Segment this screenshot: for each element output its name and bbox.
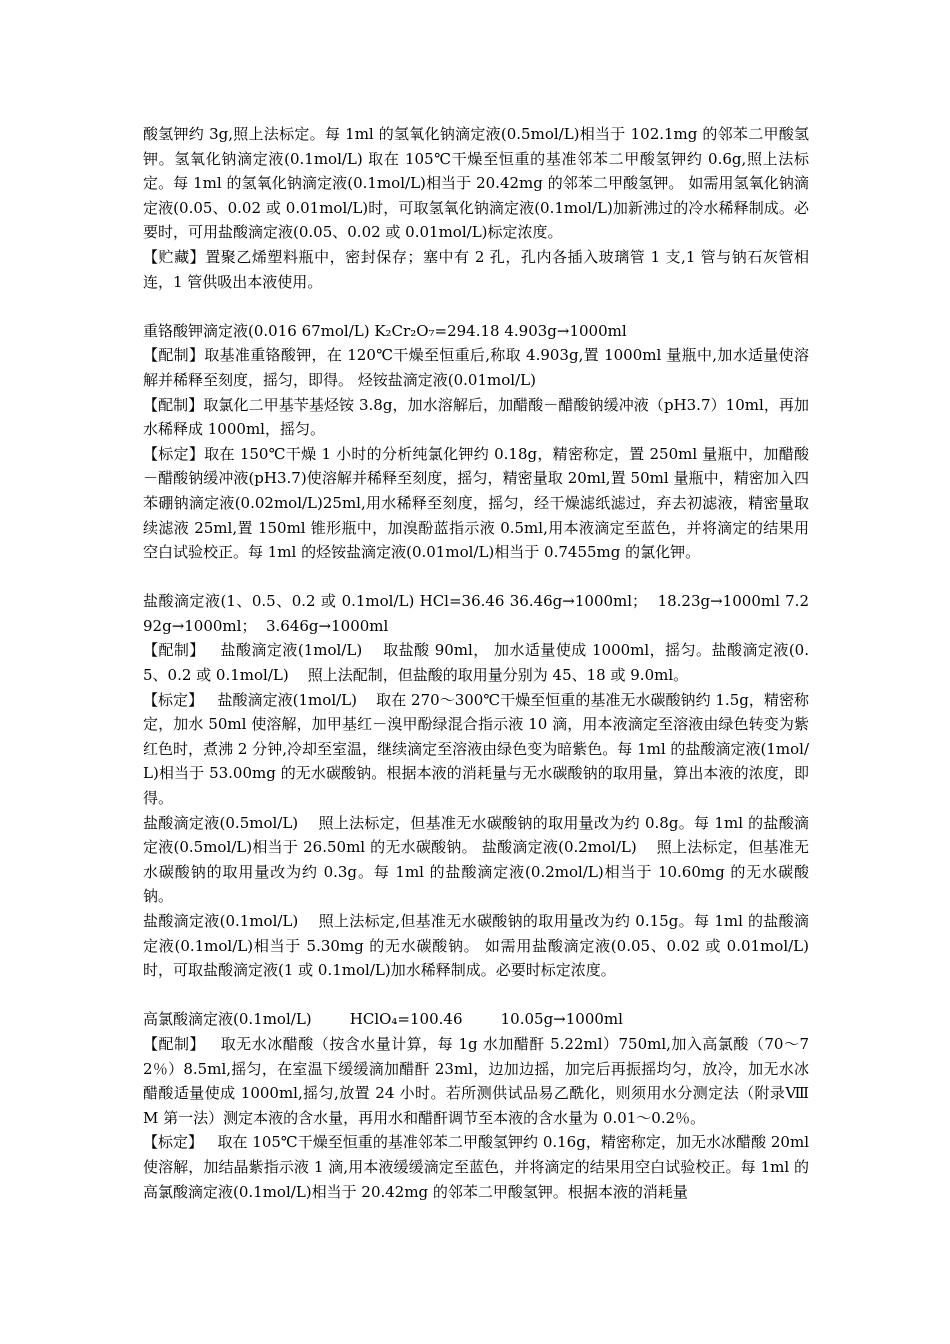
blank-line xyxy=(143,983,809,1008)
heading-hydrochloric-acid: 盐酸滴定液(1、0.5、0.2 或 0.1mol/L) HCl=36.46 36.46g→1000ml； 18.23g→1000ml 7.292g→1000ml； 3.646g→1000ml xyxy=(143,592,809,635)
paragraph-hcl-standardization-1: 【标定】 盐酸滴定液(1mol/L) 取在 270～300℃干燥至恒重的基准无水碳酸钠约 1.5g，精密称定，加水 50ml 使溶解，加甲基红－溴甲酚绿混合指示液 10 滴，用本液滴定至溶液由绿色转变为紫红色时，煮沸 2 分钟,冷却至室温，继续滴定至溶液由绿色变为暗紫色。每 1ml 的盐酸滴定液(1mol/L)相当于 53.00mg 的无水碳酸钠。根据本液的消耗量与无水碳酸钠的取用量，算出本液的浓度，即得。 xyxy=(143,690,809,808)
blank-line xyxy=(143,294,809,319)
paragraph-naoh-storage: 【贮藏】置聚乙烯塑料瓶中，密封保存；塞中有 2 孔，孔内各插入玻璃管 1 支,1 管与钠石灰管相连，1 管供吸出本液使用。 xyxy=(143,247,809,291)
paragraph-perchloric-preparation: 【配制】 取无水冰醋酸（按含水量计算，每 1g 水加醋酐 5.22ml）750ml,加入高氯酸（70～72％）8.5ml,摇匀，在室温下缓缓滴加醋酐 23ml，边加边摇，加完后再振摇均匀，放冷，加无水冰醋酸适量使成 1000ml,摇匀,放置 24 小时。若所测供试品易乙酰化，则须用水分测定法（附录Ⅷ M 第一法）测定本液的含水量，再用水和醋酐调节至本液的含水量为 0.01～0.2％。 xyxy=(143,1034,814,1127)
paragraph-ammonium-standardization: 【标定】取在 150℃干燥 1 小时的分析纯氯化钾约 0.18g，精密称定，置 250ml 量瓶中，加醋酸－醋酸钠缓冲液(pH3.7)使溶解并稀释至刻度，摇匀，精密量取 20ml,置 50ml 量瓶中，精密加入四苯硼钠滴定液(0.02mol/L)25ml,用水稀释至刻度，摇匀，经干燥滤纸滤过，弃去初滤液，精密量取续滤液 25ml,置 150ml 锥形瓶中，加溴酚蓝指示液 0.5ml,用本液滴定至蓝色，并将滴定的结果用空白试验校正。每 1ml 的烃铵盐滴定液(0.01mol/L)相当于 0.7455mg 的氯化钾。 xyxy=(143,444,809,562)
paragraph-hcl-standardization-05-02: 盐酸滴定液(0.5mol/L) 照上法标定，但基准无水碳酸钠的取用量改为约 0.8g。每 1ml 的盐酸滴定液(0.5mol/L)相当于 26.50ml 的无水碳酸钠。 盐酸滴定液(0.2mol/L) 照上法标定，但基准无水碳酸钠的取用量改为约 0.3g。每 1ml 的盐酸滴定液(0.2mol/L)相当于 10.60mg 的无水碳酸钠。 xyxy=(143,813,809,906)
paragraph-ammonium-preparation: 【配制】取氯化二甲基苄基烃铵 3.8g，加水溶解后，加醋酸－醋酸钠缓冲液（pH3.7）10ml，再加水稀释成 1000ml，摇匀。 xyxy=(143,395,809,439)
paragraph-naoh-standardization: 酸氢钾约 3g,照上法标定。每 1ml 的氢氧化钠滴定液(0.5mol/L)相当于 102.1mg 的邻苯二甲酸氢钾。氢氧化钠滴定液(0.1mol/L) 取在 105℃干燥至恒重的基准邻苯二甲酸氢钾约 0.6g,照上法标定。每 1ml 的氢氧化钠滴定液(0.1mol/L)相当于 20.42mg 的邻苯二甲酸氢钾。 如需用氢氧化钠滴定液(0.05、0.02 或 0.01mol/L)时，可取氢氧化钠滴定液(0.1mol/L)加新沸过的冷水稀释制成。必要时，可用盐酸滴定液(0.05、0.02 或 0.01mol/L)标定浓度。 xyxy=(143,125,809,242)
heading-perchloric-acid: 高氯酸滴定液(0.1mol/L) HClO₄=100.46 10.05g→1000ml xyxy=(143,1010,623,1029)
paragraph-hcl-preparation: 【配制】 盐酸滴定液(1mol/L) 取盐酸 90ml， 加水适量使成 1000ml，摇匀。盐酸滴定液(0.5、0.2 或 0.1mol/L) 照上法配制，但盐酸的取用量分别为 45、18 或 9.0ml。 xyxy=(143,641,809,685)
document-page xyxy=(143,122,814,1204)
blank-line xyxy=(143,565,809,590)
paragraph-hcl-standardization-01: 盐酸滴定液(0.1mol/L) 照上法标定,但基准无水碳酸钠的取用量改为约 0.15g。每 1ml 的盐酸滴定液(0.1mol/L)相当于 5.30mg 的无水碳酸钠。 如需用盐酸滴定液(0.05、0.02 或 0.01mol/L)时，可取盐酸滴定液(1 或 0.1mol/L)加水稀释制成。必要时标定浓度。 xyxy=(143,912,809,980)
paragraph-dichromate-preparation: 【配制】取基准重铬酸钾，在 120℃干燥至恒重后,称取 4.903g,置 1000ml 量瓶中,加水适量使溶解并稀释至刻度，摇匀，即得。 烃铵盐滴定液(0.01mol/L) xyxy=(143,346,809,389)
heading-potassium-dichromate: 重铬酸钾滴定液(0.016 67mol/L) K₂Cr₂O₇=294.18 4.903g→1000ml xyxy=(143,321,627,340)
paragraph-perchloric-standardization: 【标定】 取在 105℃干燥至恒重的基准邻苯二甲酸氢钾约 0.16g，精密称定，加无水冰醋酸 20ml 使溶解，加结晶紫指示液 1 滴,用本液缓缓滴定至蓝色，并将滴定的结果用空白试验校正。每 1ml 的高氯酸滴定液(0.1mol/L)相当于 20.42mg 的邻苯二甲酸氢钾。根据本液的消耗量 xyxy=(143,1133,814,1201)
